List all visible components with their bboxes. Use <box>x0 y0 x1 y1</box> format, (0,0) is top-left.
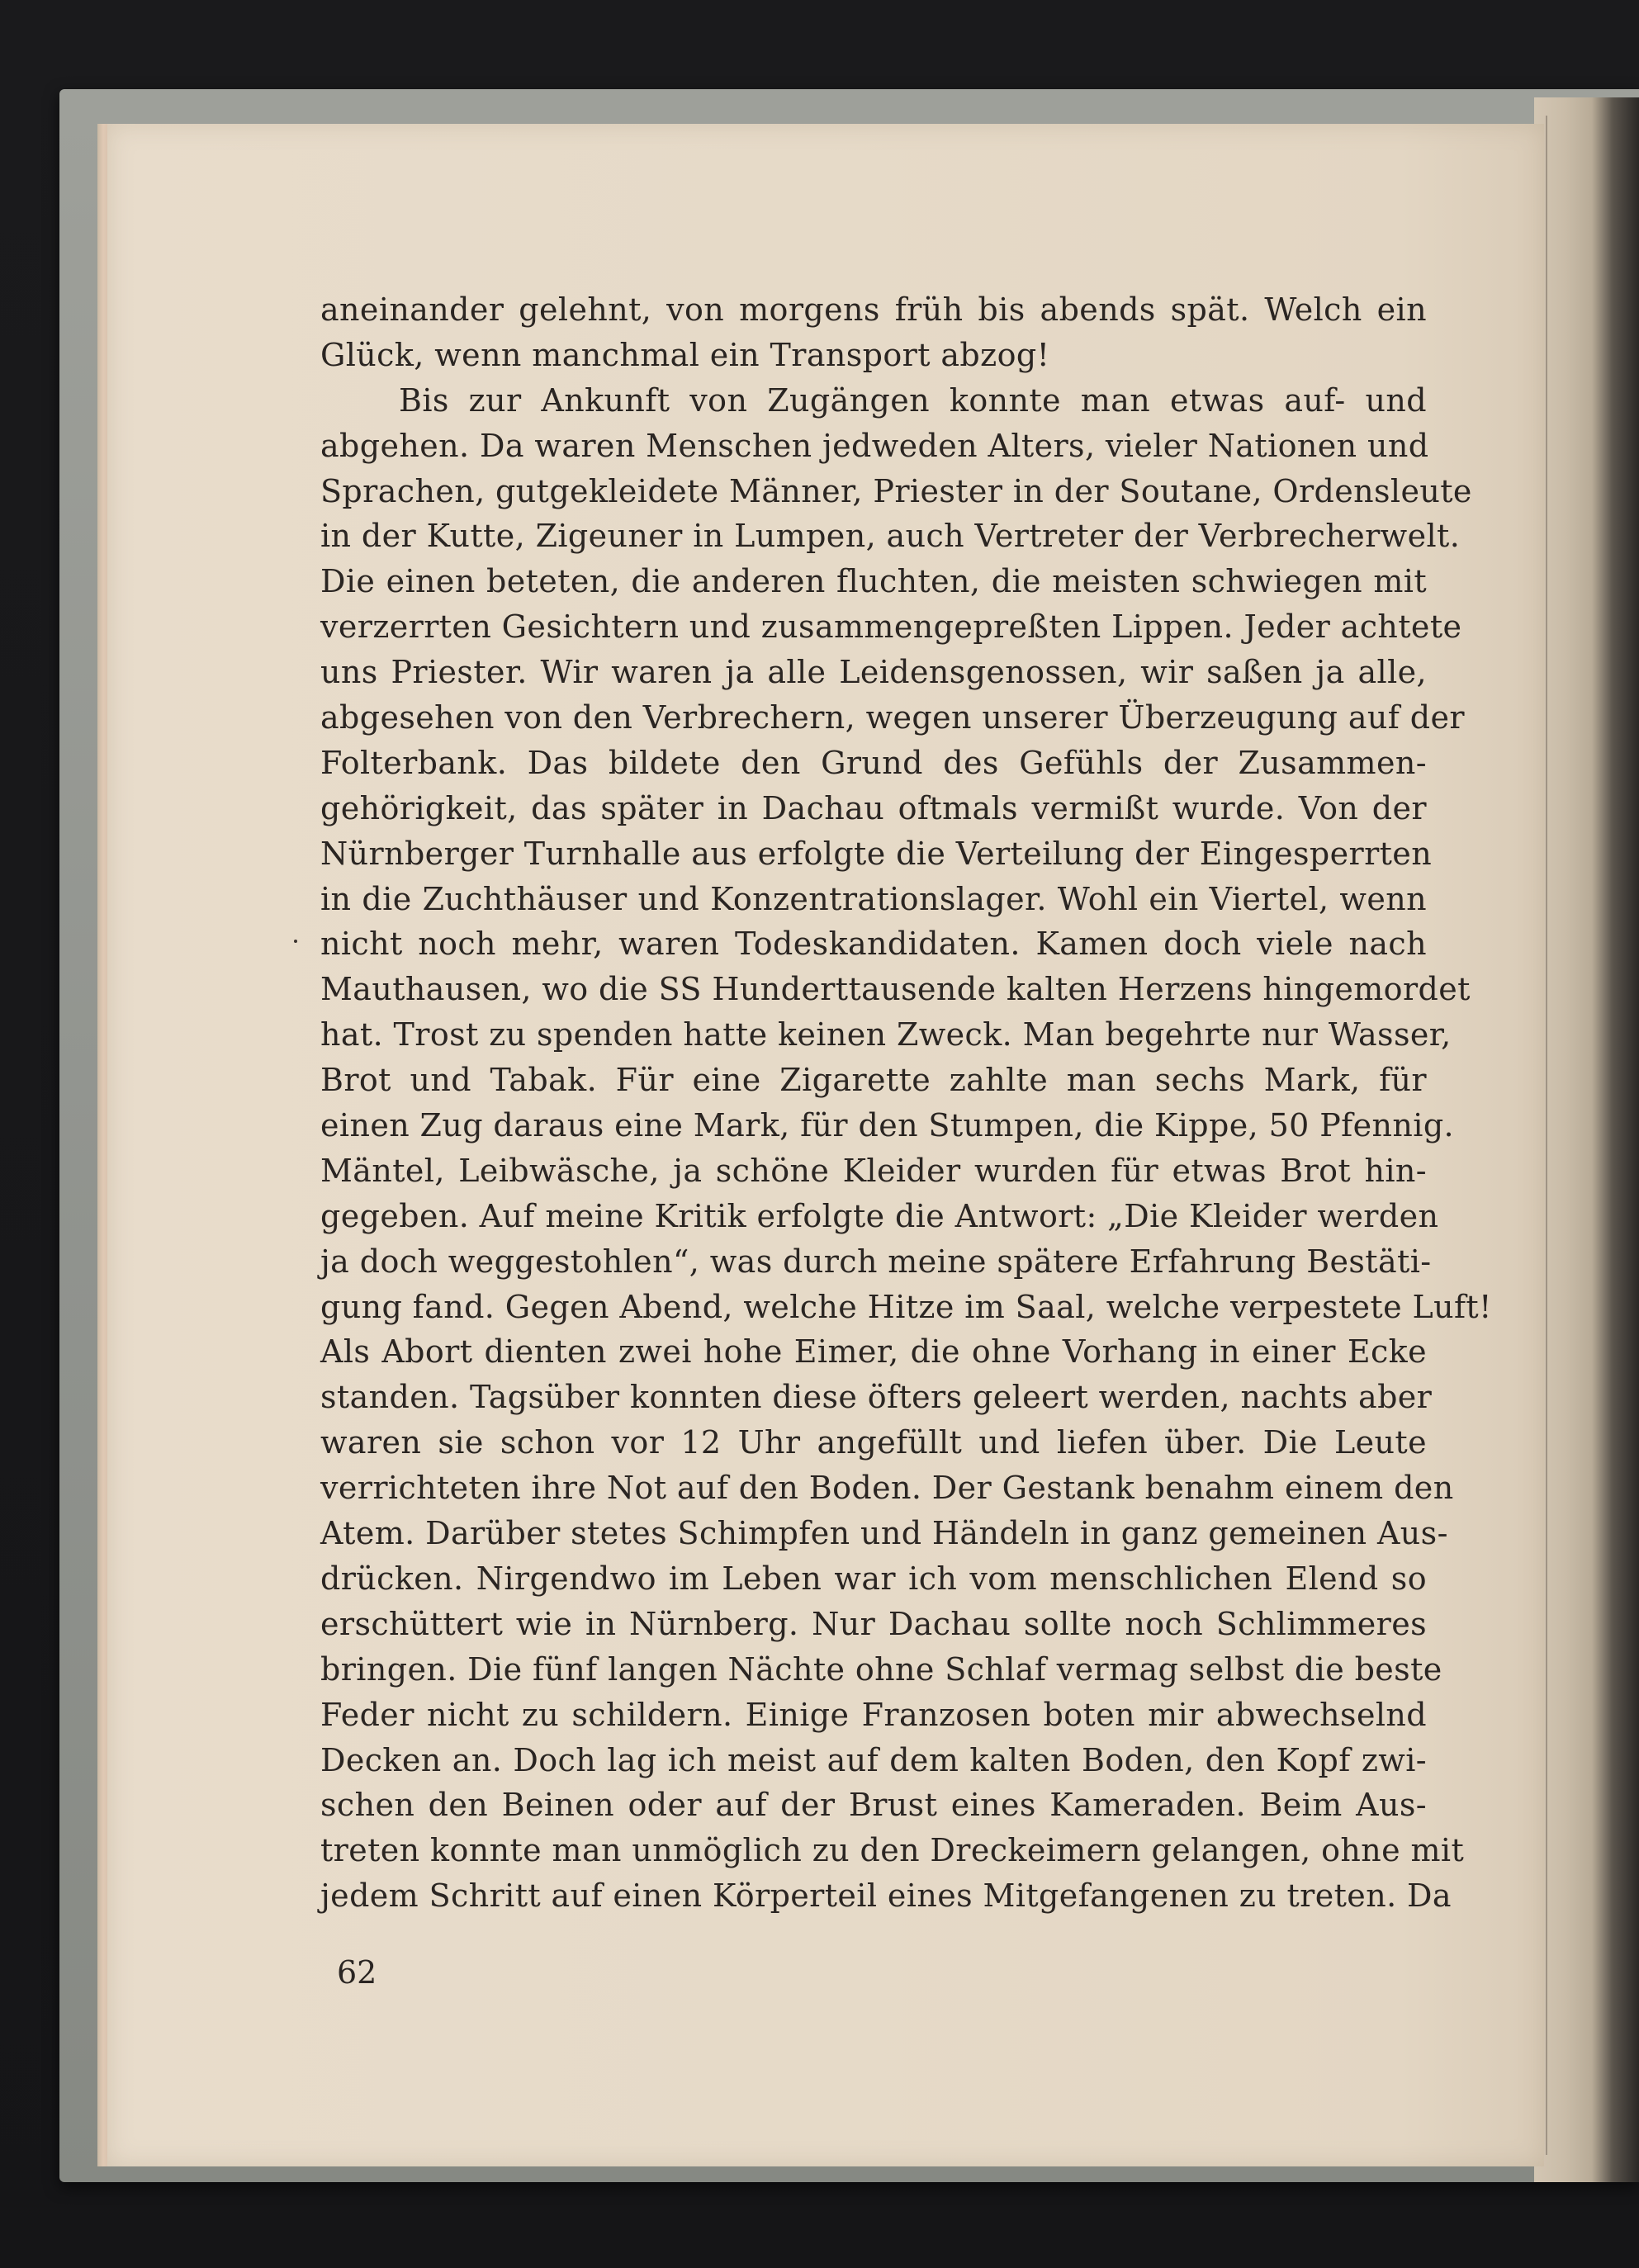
text-line: Brot und Tabak. Für eine Zigarette zahlte man sechs Mark, für <box>320 1062 1427 1099</box>
text-line: in der Kutte, Zigeuner in Lumpen, auch Vertreter der Verbrecherwelt. <box>320 518 1461 555</box>
text-line: nicht noch mehr, waren Todeskandidaten. Kamen doch viele nach <box>320 926 1427 963</box>
text-line: verrichteten ihre Not auf den Boden. Der Gestank benahm einem den <box>320 1470 1454 1507</box>
text-line: Glück, wenn manchmal ein Transport abzog! <box>320 336 1050 373</box>
text-line: standen. Tagsüber konnten diese öfters geleert werden, nachts aber <box>320 1379 1433 1416</box>
text-line: Sprachen, gutgekleidete Männer, Priester in der Soutane, Ordensleute <box>320 472 1472 509</box>
text-line: ja doch weggestohlen“, was durch meine spätere Erfahrung Bestäti- <box>320 1243 1432 1280</box>
gutter-line <box>1546 116 1547 2155</box>
text-line: erschüttert wie in Nürnberg. Nur Dachau sollte noch Schlimmeres <box>320 1605 1427 1642</box>
text-line: Bis zur Ankunft von Zugängen konnte man etwas auf- und <box>399 381 1427 419</box>
text-line: einen Zug daraus eine Mark, für den Stumpen, die Kippe, 50 Pfennig. <box>320 1107 1455 1144</box>
text-line: Mauthausen, wo die SS Hunderttausende kalten Herzens hingemordet <box>320 971 1471 1008</box>
text-line: Feder nicht zu schildern. Einige Franzosen boten mir abwechselnd <box>320 1696 1427 1733</box>
text-line: waren sie schon vor 12 Uhr angefüllt und liefen über. Die Leute <box>320 1424 1427 1461</box>
text-line: hat. Trost zu spenden hatte keinen Zweck. Man begehrte nur Wasser, <box>320 1016 1452 1054</box>
text-line: abgehen. Da waren Menschen jedweden Alters, vieler Nationen und <box>320 427 1429 464</box>
text-line: verzerrten Gesichtern und zusammengepreßten Lippen. Jeder achtete <box>320 608 1462 646</box>
text-line: in die Zuchthäuser und Konzentrationslager. Wohl ein Viertel, wenn <box>320 880 1427 917</box>
text-line: Die einen beteten, die anderen fluchten, die meisten schwiegen mit <box>320 563 1427 600</box>
text-line: aneinander gelehnt, von morgens früh bis abends spät. Welch ein <box>320 291 1427 328</box>
text-line: Folterbank. Das bildete den Grund des Gefühls der Zusammen- <box>320 744 1427 781</box>
text-line: gung fand. Gegen Abend, welche Hitze im Saal, welche verpestete Luft! <box>320 1288 1492 1325</box>
text-line: gegeben. Auf meine Kritik erfolgte die Antwort: „Die Kleider werden <box>320 1197 1439 1234</box>
text-line: Atem. Darüber stetes Schimpfen und Händeln in ganz gemeinen Aus- <box>320 1515 1448 1552</box>
book-gutter <box>1534 97 1639 2182</box>
text-line: abgesehen von den Verbrechern, wegen unserer Überzeugung auf der <box>320 699 1465 736</box>
text-line: schen den Beinen oder auf der Brust eines Kameraden. Beim Aus- <box>320 1787 1427 1824</box>
text-line: treten konnte man unmöglich zu den Dreckeimern gelangen, ohne mit <box>320 1832 1465 1869</box>
text-line: Mäntel, Leibwäsche, ja schöne Kleider wurden für etwas Brot hin- <box>320 1152 1427 1189</box>
text-line: Nürnberger Turnhalle aus erfolgte die Verteilung der Eingesperrten <box>320 835 1433 872</box>
text-line: bringen. Die fünf langen Nächte ohne Schlaf vermag selbst die beste <box>320 1650 1442 1688</box>
text-line: Decken an. Doch lag ich meist auf dem kalten Boden, den Kopf zwi- <box>320 1741 1427 1778</box>
body-text <box>320 287 1492 1919</box>
text-line: jedem Schritt auf einen Körperteil eines Mitgefangenen zu treten. Da <box>320 1877 1452 1915</box>
page-number: 62 <box>337 1954 377 1991</box>
text-line: gehörigkeit, das später in Dachau oftmals vermißt wurde. Von der <box>320 789 1427 826</box>
ink-speck <box>294 940 297 943</box>
text-line: uns Priester. Wir waren ja alle Leidensgenossen, wir saßen ja alle, <box>320 654 1427 691</box>
text-line: drücken. Nirgendwo im Leben war ich vom menschlichen Elend so <box>320 1560 1427 1597</box>
text-line: Als Abort dienten zwei hohe Eimer, die ohne Vorhang in einer Ecke <box>320 1333 1427 1371</box>
